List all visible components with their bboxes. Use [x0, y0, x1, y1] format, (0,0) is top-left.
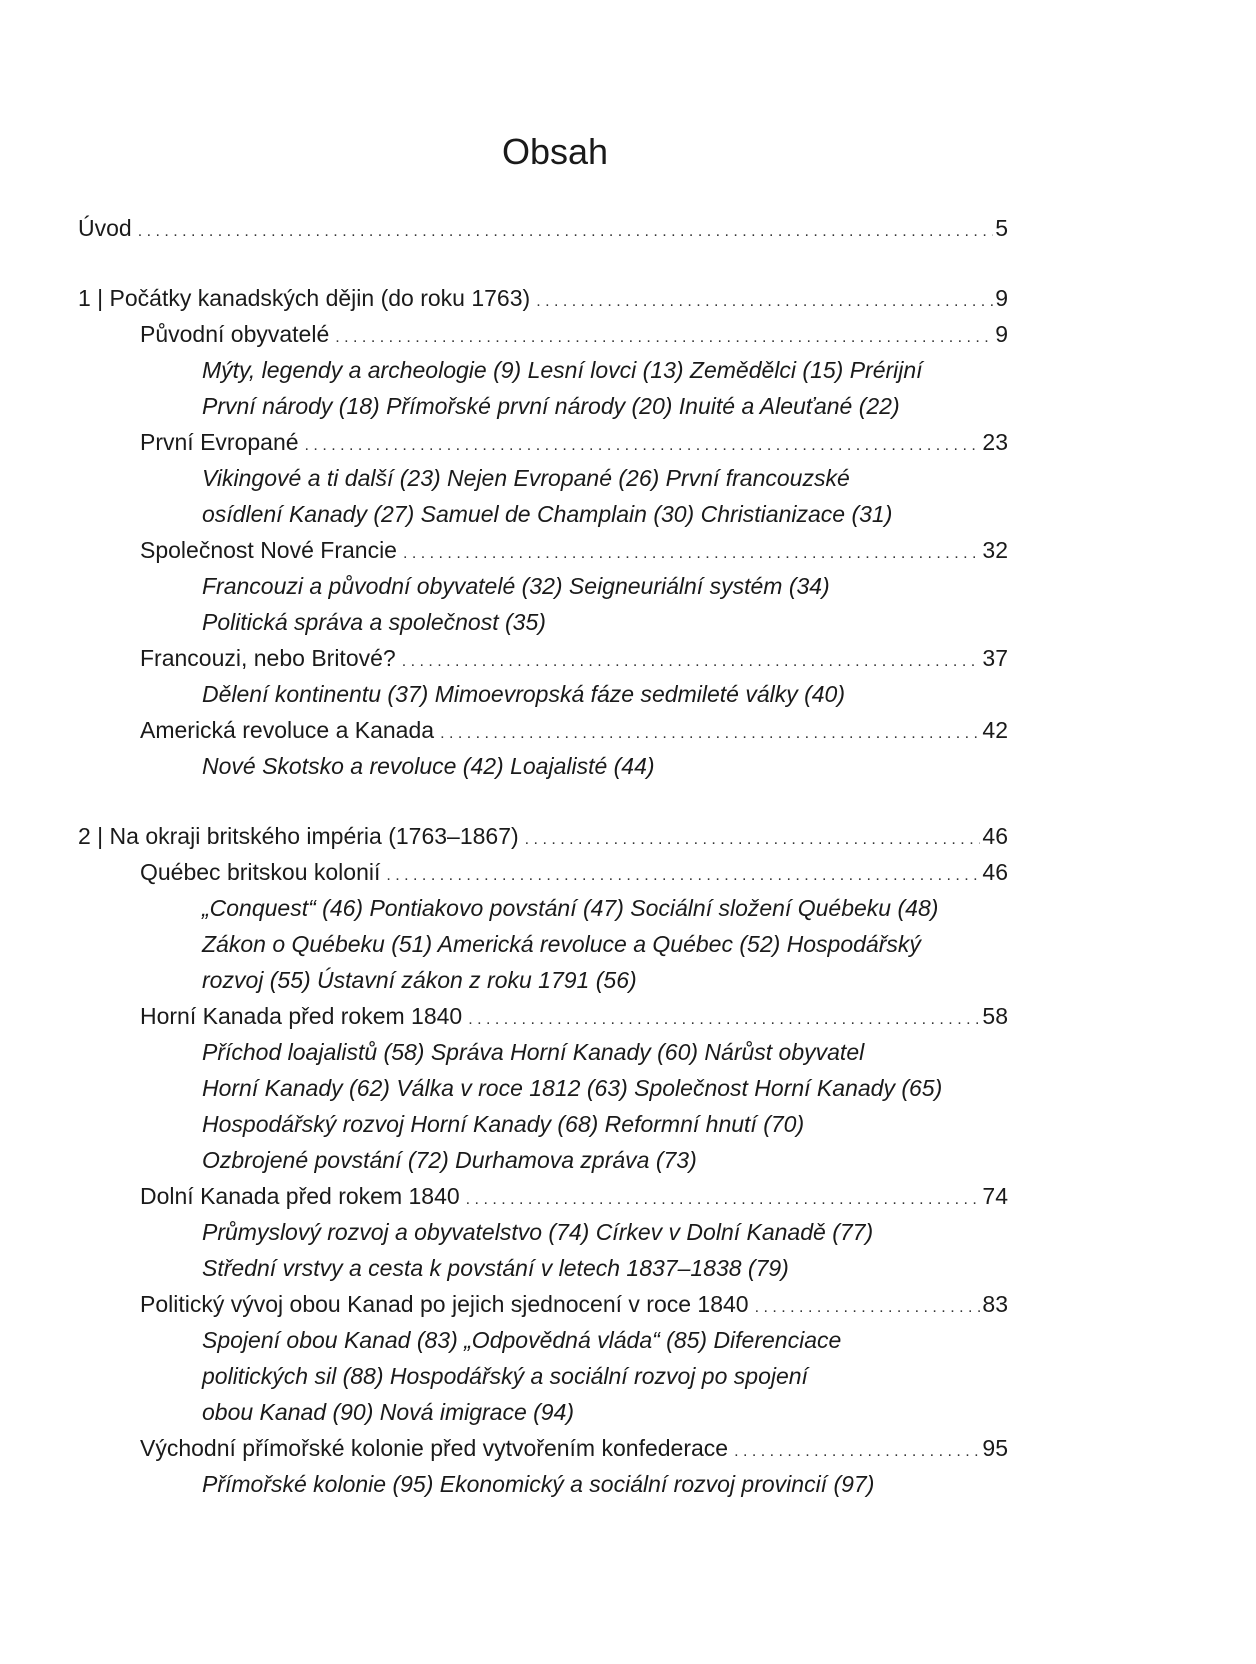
- toc-part-heading[interactable]: [78, 818, 1008, 854]
- toc-entry-label: 1 | Počátky kanadských dějin (do roku 1763): [78, 285, 531, 311]
- toc-page-number: 32: [982, 537, 1008, 563]
- dot-leader: [402, 644, 981, 680]
- toc-entry-label: Americká revoluce a Kanada: [140, 717, 435, 743]
- dot-leader: [755, 1290, 981, 1326]
- toc-page-number: 46: [982, 859, 1008, 885]
- section-spacer: [78, 784, 1008, 818]
- toc-entry-label: Společnost Nové Francie: [140, 537, 397, 563]
- toc-subtopics-line: Spojení obou Kanad (83) „Odpovědná vláda“ (85) Diferenciace: [202, 1327, 842, 1353]
- dot-leader: [536, 284, 993, 320]
- toc-section-entry[interactable]: [78, 640, 1008, 676]
- dot-leader: [403, 536, 980, 572]
- dot-leader: [525, 822, 981, 858]
- toc-subtopics-line: osídlení Kanady (27) Samuel de Champlain (30) Christianizace (31): [202, 501, 893, 527]
- toc-entry-intro[interactable]: [78, 210, 1008, 246]
- toc-page-number: 37: [982, 645, 1008, 671]
- toc-page-number: 83: [982, 1291, 1008, 1317]
- toc-section-entry[interactable]: [78, 424, 1008, 460]
- toc-subtopics-line: Zákon o Québeku (51) Americká revoluce a Québec (52) Hospodářský: [202, 931, 921, 957]
- toc-entry-label: Horní Kanada před rokem 1840: [140, 1003, 463, 1029]
- toc-entry-label: Úvod: [78, 215, 132, 241]
- dot-leader: [386, 858, 980, 894]
- dot-leader: [440, 716, 980, 752]
- toc-subtopics-line: Nové Skotsko a revoluce (42) Loajalisté (44): [202, 753, 655, 779]
- toc-subtopics-line: „Conquest“ (46) Pontiakovo povstání (47) Sociální složení Québeku (48): [202, 895, 939, 921]
- toc-part-heading[interactable]: [78, 280, 1008, 316]
- toc-section-entry[interactable]: [78, 1178, 1008, 1214]
- toc-page-number: 23: [982, 429, 1008, 455]
- dot-leader: [305, 428, 981, 464]
- toc-subtopics-line: Průmyslový rozvoj a obyvatelstvo (74) Církev v Dolní Kanadě (77): [202, 1219, 874, 1245]
- toc-page-number: 9: [995, 285, 1008, 311]
- toc-subtopics-line: Mýty, legendy a archeologie (9) Lesní lovci (13) Zemědělci (15) Prérijní: [202, 357, 923, 383]
- toc-page-number: 74: [982, 1183, 1008, 1209]
- toc-subtopics-line: Hospodářský rozvoj Horní Kanady (68) Reformní hnutí (70): [202, 1111, 805, 1137]
- toc-subtopics-line: Dělení kontinentu (37) Mimoevropská fáze sedmileté války (40): [202, 681, 846, 707]
- dot-leader: [138, 214, 994, 250]
- toc-section-entry[interactable]: [78, 1430, 1008, 1466]
- toc-subtopics-line: Ozbrojené povstání (72) Durhamova zpráva (73): [202, 1147, 697, 1173]
- toc-page-number: 42: [982, 717, 1008, 743]
- toc-entry-label: Politický vývoj obou Kanad po jejich sjednocení v roce 1840: [140, 1291, 749, 1317]
- dot-leader: [466, 1182, 981, 1218]
- toc-section-entry[interactable]: [78, 532, 1008, 568]
- section-spacer: [78, 246, 1008, 280]
- toc-section-entry[interactable]: [78, 1286, 1008, 1322]
- toc-subtopics-line: obou Kanad (90) Nová imigrace (94): [202, 1399, 575, 1425]
- toc-subtopics-line: rozvoj (55) Ústavní zákon z roku 1791 (56): [202, 967, 637, 993]
- toc-subtopics-line: Francouzi a původní obyvatelé (32) Seigneuriální systém (34): [202, 573, 830, 599]
- toc-entry-label: Québec britskou kolonií: [140, 859, 381, 885]
- dot-leader: [734, 1434, 980, 1470]
- toc-section-entry[interactable]: [78, 998, 1008, 1034]
- table-of-contents: [78, 210, 1008, 1502]
- dot-leader: [335, 320, 993, 356]
- toc-entry-label: Původní obyvatelé: [140, 321, 330, 347]
- toc-subtopics-line: První národy (18) Přímořské první národy (20) Inuité a Aleuťané (22): [202, 393, 900, 419]
- toc-page-number: 58: [982, 1003, 1008, 1029]
- toc-page-number: 5: [995, 215, 1008, 241]
- toc-entry-label: Francouzi, nebo Britové?: [140, 645, 396, 671]
- toc-section-entry[interactable]: [78, 854, 1008, 890]
- toc-page-number: 95: [982, 1435, 1008, 1461]
- toc-subtopics-line: politických sil (88) Hospodářský a sociální rozvoj po spojení: [202, 1363, 808, 1389]
- toc-page-number: 46: [982, 823, 1008, 849]
- dot-leader: [468, 1002, 980, 1038]
- toc-entry-label: 2 | Na okraji britského impéria (1763–1867): [78, 823, 519, 849]
- toc-subtopics-line: Střední vrstvy a cesta k povstání v letech 1837–1838 (79): [202, 1255, 789, 1281]
- toc-entry-label: Východní přímořské kolonie před vytvořením konfederace: [140, 1435, 729, 1461]
- toc-subtopics-line: Přímořské kolonie (95) Ekonomický a sociální rozvoj provincií (97): [202, 1471, 875, 1497]
- toc-subtopics-line: Příchod loajalistů (58) Správa Horní Kanady (60) Nárůst obyvatel: [202, 1039, 865, 1065]
- toc-subtopics-line: Politická správa a společnost (35): [202, 609, 546, 635]
- toc-entry-label: První Evropané: [140, 429, 299, 455]
- toc-section-entry[interactable]: [78, 316, 1008, 352]
- toc-entry-label: Dolní Kanada před rokem 1840: [140, 1183, 460, 1209]
- toc-section-entry[interactable]: [78, 712, 1008, 748]
- toc-subtopics-line: Horní Kanady (62) Válka v roce 1812 (63) Společnost Horní Kanady (65): [202, 1075, 943, 1101]
- page-title: Obsah: [501, 131, 609, 172]
- toc-subtopics-line: Vikingové a ti další (23) Nejen Evropané (26) První francouzské: [202, 465, 850, 491]
- toc-page-number: 9: [995, 321, 1008, 347]
